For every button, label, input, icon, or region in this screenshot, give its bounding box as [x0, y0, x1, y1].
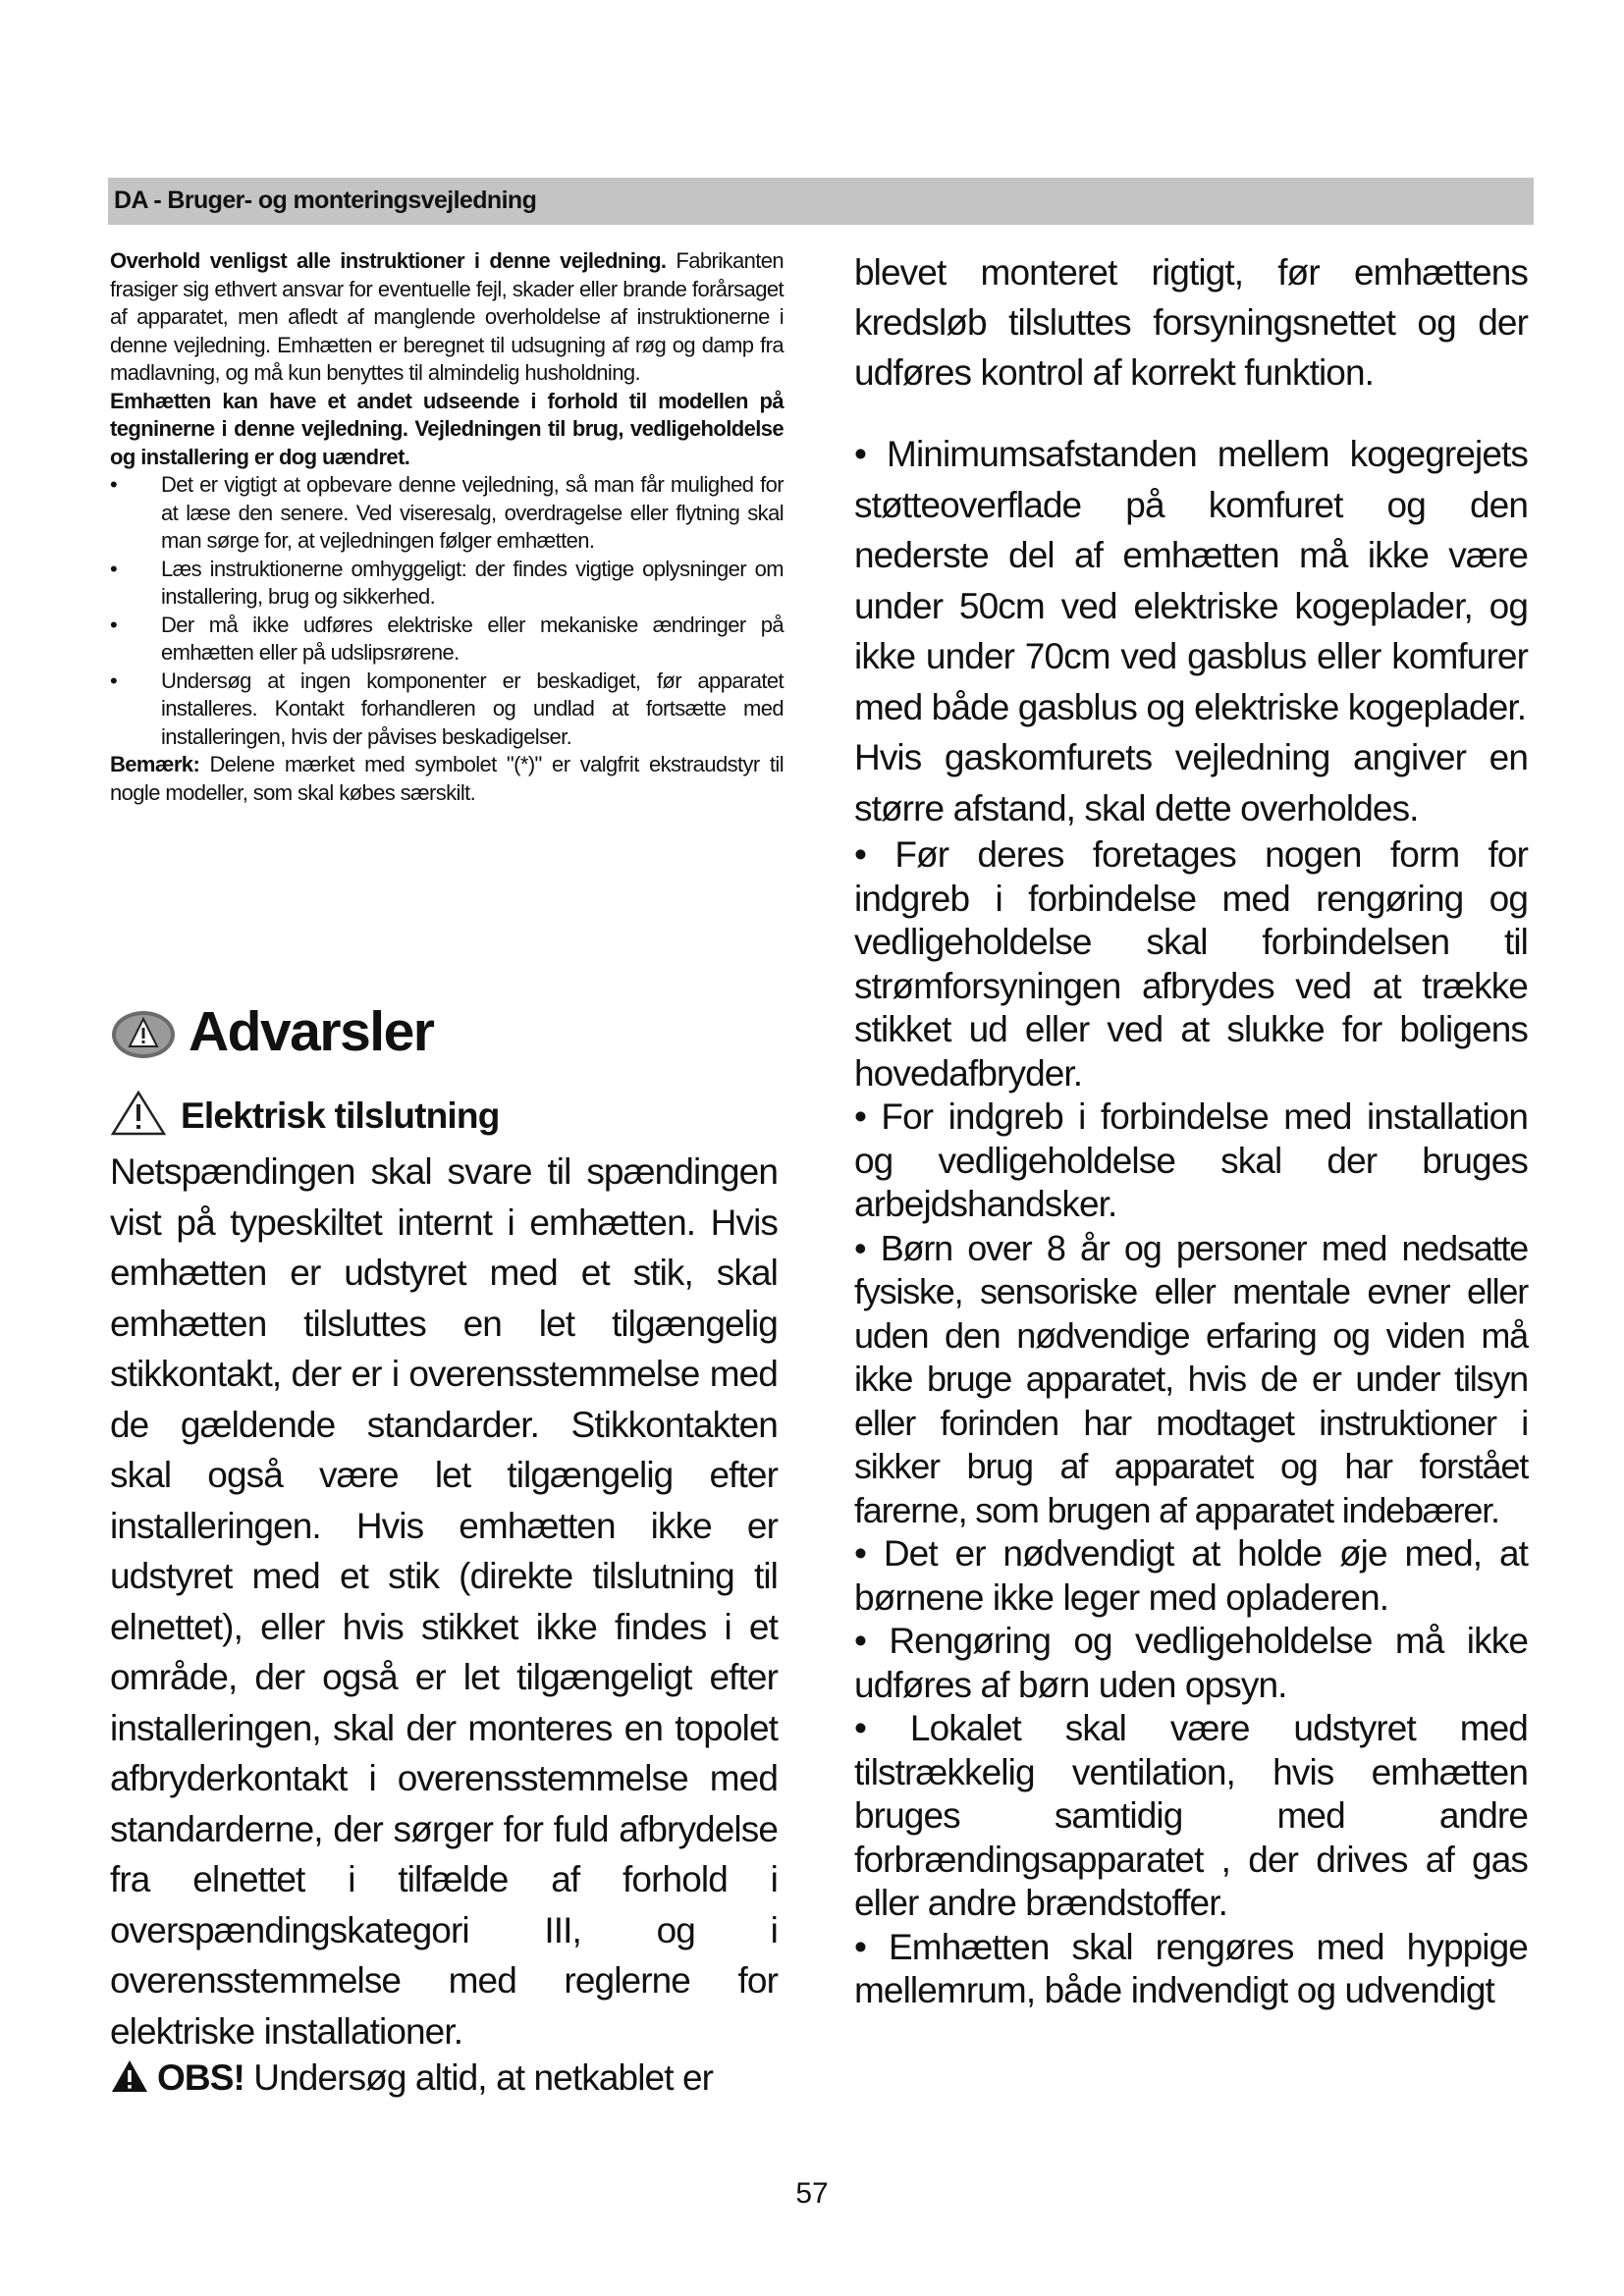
right-paragraph-2: • Minimumsafstanden mellem kogegrejets støtteoverflade på komfuret og den nederste del af emhætten må ikke være under 50cm ved elektriske kogeplader, og ikke under 70cm ved gasblus eller komfurer med både gasblus og elektriske kogeplader.: [854, 434, 1528, 727]
intro-bullet-list: [110, 471, 784, 751]
right-paragraph-7: • Det er nødvendigt at holde øje med, at børnene ikke leger med opladeren.: [854, 1533, 1528, 1618]
section-header-title: DA - Bruger- og monteringsvejledning: [114, 187, 537, 214]
intro-paragraph: [110, 247, 784, 388]
right-paragraph-3: Hvis gaskomfurets vejledning angiver en større afstand, skal dette overholdes.: [854, 737, 1528, 828]
intro-bold-lead: Overhold venligst alle instruktioner i denne vejledning.: [110, 248, 667, 273]
list-item: • Læs instruktionerne omhyggeligt: der findes vigtige oplysninger om installering, brug og sikkerhed.: [110, 556, 784, 609]
intro-section: [110, 247, 784, 807]
obs-text: Undersøg altid, at netkablet er: [253, 2057, 714, 2098]
list-item: • Det er vigtigt at opbevare denne vejledning, så man får mulighed for at læse den senere. Ved viseresalg, overdragelse eller flytning skal man sørge for, at vejledningen følger emhætten.: [110, 472, 784, 553]
warning-oval-icon: [110, 1009, 177, 1060]
page-number: 57: [795, 2177, 829, 2210]
intro-bold-note: Emhætten kan have et andet udseende i forhold til modellen på tegninerne i denne vejledning. Vejledningen til brug, vedligeholdelse og installering er dog uændret.: [110, 388, 784, 469]
warning-filled-triangle-icon: [110, 2058, 149, 2094]
electric-text: Netspændingen skal svare til spændingen vist på typeskiltet internt i emhætten. Hvis emhætten er udstyret med et stik, skal emhætten tilsluttes en let tilgængelig stikkontakt, der er i overensstemmelse med de gældende standarder. Stikkontakten skal også være let tilgængelig efter installeringen. Hvis emhætten ikke er udstyret med et stik (direkte tilslutning til elnettet), eller hvis stikket ikke findes i et område, der også er let tilgængeligt efter installeringen, skal der monteres en topolet afbryderkontakt i overensstemmelse med standarderne, der sørger for fuld afbrydelse fra elnettet i tilfælde af forhold i overspændingskategori III, og i overensstemmelse med reglerne for elektriske installationer.: [110, 1151, 778, 2052]
right-paragraph-6: • Børn over 8 år og personer med nedsatte fysiske, sensoriske eller mentale evner eller uden den nødvendige erfaring og viden må ikke bruge apparatet, hvis de er under tilsyn eller forinden har modtaget instruktioner i sikker brug af apparatet og har forstået farerne, som brugen af apparatet indebærer.: [854, 1227, 1528, 1530]
right-paragraph-8: • Rengøring og vedligeholdelse må ikke udføres af børn uden opsyn.: [854, 1621, 1528, 1705]
list-item: • Der må ikke udføres elektriske eller mekaniske ændringer på emhætten eller på udslipsrørene.: [110, 612, 784, 665]
electric-title: Elektrisk tilslutning: [181, 1095, 500, 1136]
obs-line: [110, 2054, 778, 2103]
note-label: Bemærk:: [110, 752, 200, 776]
intro-text: Fabrikanten frasiger sig ethvert ansvar for eventuelle fejl, skader eller brande forårsaget af apparatet, men afledt af manglende overholdelse af instruktionerne i denne vejledning. Emhætten er beregnet til udsugning af røg og damp fra madlavning, og må kun benyttes til almindelig husholdning.: [110, 248, 784, 385]
right-paragraph-1: blevet monteret rigtigt, før emhættens kredsløb tilsluttes forsyningsnettet og der udføres kontrol af korrekt funktion.: [854, 252, 1528, 393]
obs-label: OBS!: [157, 2057, 244, 2098]
list-item: • Undersøg at ingen komponenter er beskadiget, før apparatet installeres. Kontakt forhandleren og undlad at fortsætte med installeringen, hvis der påvises beskadigelser.: [110, 667, 784, 749]
warning-triangle-icon: [110, 1090, 167, 1137]
right-paragraph-9: • Lokalet skal være udstyret med tilstrækkelig ventilation, hvis emhætten bruges samtidig med andre forbrændingsapparatet , der drives af gas eller andre brændstoffer.: [854, 1708, 1528, 1923]
warnings-title: Advarsler: [189, 1000, 434, 1063]
section-header-bar: [108, 178, 1534, 225]
right-paragraph-4: • Før deres foretages nogen form for indgreb i forbindelse med rengøring og vedligeholdelse skal forbindelsen til strømforsyningen afbrydes ved at trække stikket ud eller ved at slukke for boligens hovedafbryder.: [854, 834, 1528, 1094]
note-text: Delene mærket med symbolet "(*)" er valgfrit ekstraudstyr til nogle modeller, som skal købes særskilt.: [110, 752, 784, 805]
right-column: [854, 247, 1528, 2013]
right-paragraph-10: • Emhætten skal rengøres med hyppige mellemrum, både indvendigt og udvendigt: [854, 1926, 1528, 2010]
right-paragraph-5: • For indgreb i forbindelse med installation og vedligeholdelse skal der bruges arbejdshandsker.: [854, 1096, 1528, 1224]
note-paragraph: [110, 751, 784, 807]
